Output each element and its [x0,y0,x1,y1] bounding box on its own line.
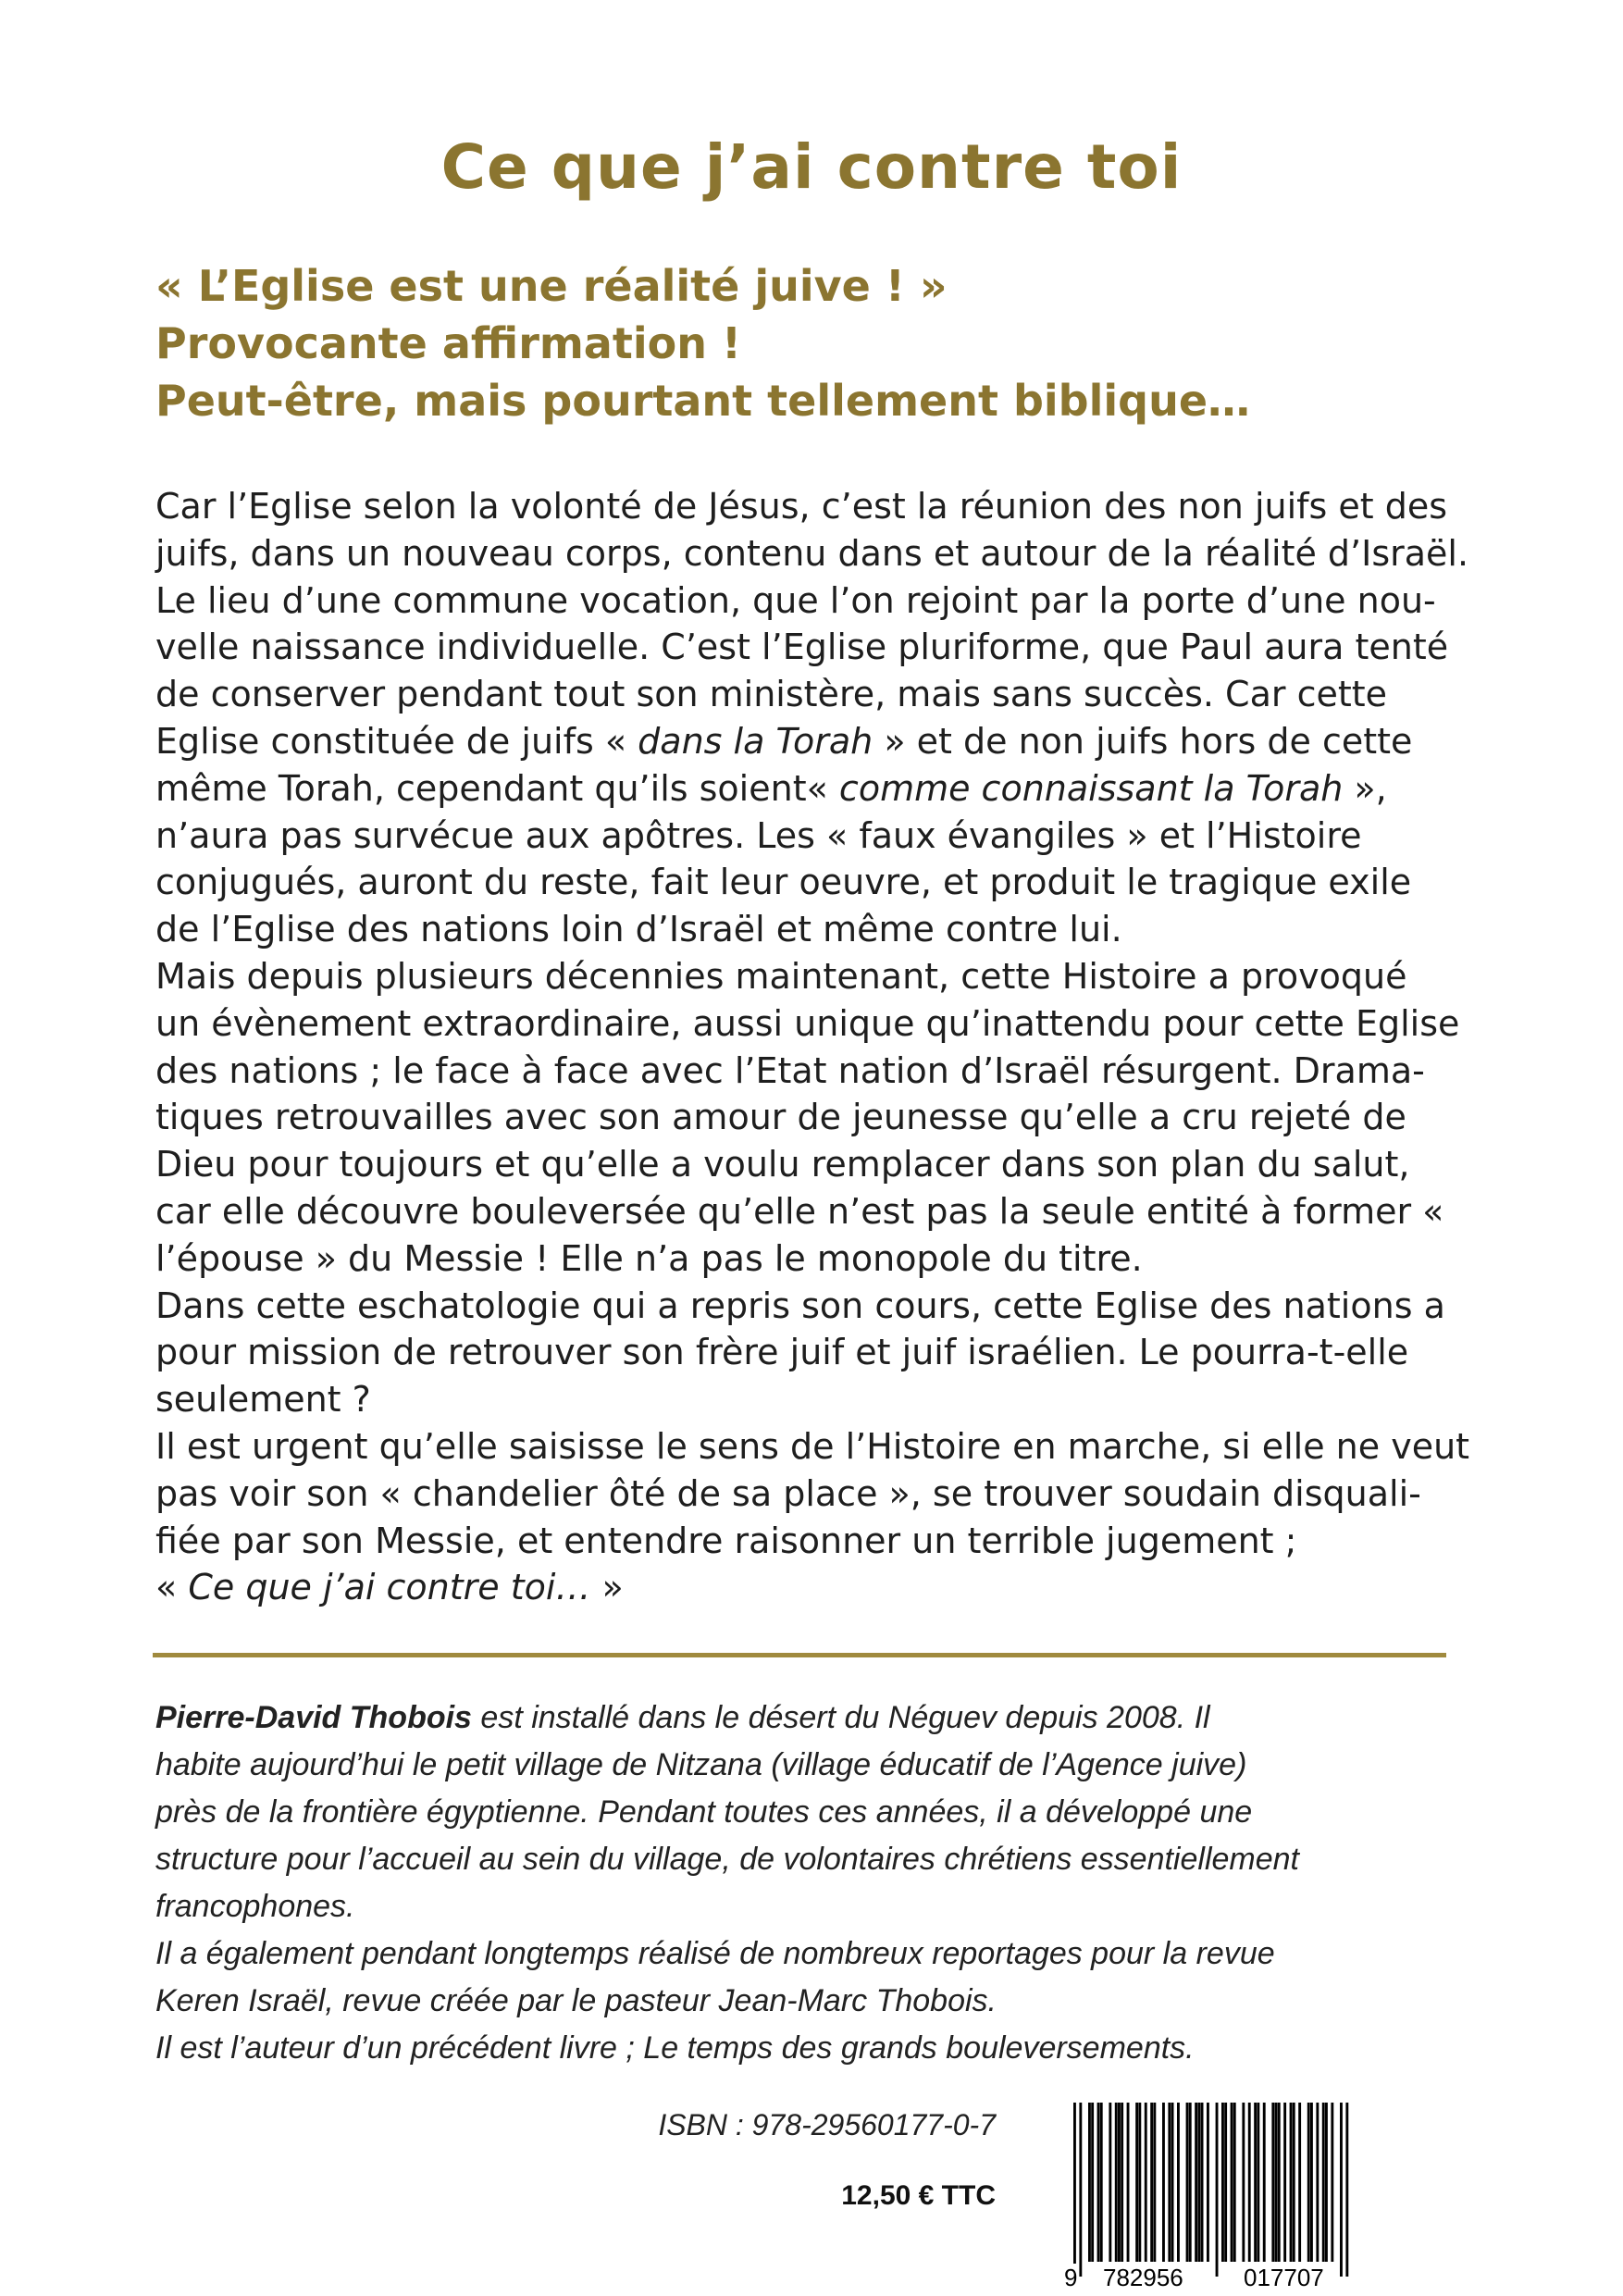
bio-line: près de la frontière égyptienne. Pendant toutes ces années, il a développé une [155,1794,1253,1830]
bio-line: structure pour l’accueil au sein du village, de volontaires chrétiens essentiellement [155,1842,1300,1877]
barcode [1064,2103,1360,2278]
blurb-line: Dans cette eschatologie qui a repris son cours, cette Eglise des nations a [155,1285,1445,1326]
blurb-line: l’épouse » du Messie ! Elle n’a pas le monopole du titre. [155,1237,1143,1279]
author-name: Pierre-David Thobois [155,1700,472,1735]
barcode-bar [1275,2103,1278,2262]
barcode-bar [1207,2103,1209,2262]
barcode-bar [1118,2103,1121,2262]
barcode-bar [1298,2103,1301,2262]
blurb-line: juifs, dans un nouveau corps, contenu dans et autour de la réalité d’Israël. [155,532,1469,574]
barcode-bar [1345,2103,1348,2277]
barcode-bar [1310,2103,1313,2262]
blurb-line: pas voir son « chandelier ôté de sa place », se trouver soudain disquali- [155,1472,1421,1514]
barcode-bar [1216,2103,1219,2277]
barcode-bar [1283,2103,1286,2262]
blurb-line: des nations ; le face à face avec l’Etat nation d’Israël résurgent. Drama- [155,1049,1425,1091]
barcode-bar [1257,2103,1259,2262]
barcode-digit-first: 9 [1064,2264,1078,2291]
barcode-bar [1201,2103,1204,2262]
barcode-digits-left: 782956 [1103,2264,1183,2291]
barcode-bar [1340,2103,1343,2277]
barcode-bar [1224,2103,1227,2262]
barcode-bar [1325,2103,1328,2262]
blurb-line: velle naissance individuelle. C’est l’Eglise pluriforme, que Paul aura tenté [155,627,1449,668]
barcode-bar [1171,2103,1174,2262]
barcode-bar [1233,2103,1236,2262]
blurb-line: « Ce que j’ai contre toi… » [155,1567,624,1608]
tagline-line: « L’Eglise est une réalité juive ! » [155,261,948,311]
blurb-line: n’aura pas survécue aux apôtres. Les « faux évangiles » et l’Histoire [155,814,1362,856]
barcode-bar [1195,2103,1197,2262]
barcode-bar [1088,2103,1091,2262]
barcode-bar [1168,2103,1171,2262]
blurb-line: Eglise constituée de juifs « dans la Torah » et de non juifs hors de cette [155,720,1413,762]
barcode-bar [1248,2103,1251,2262]
barcode-bar [1127,2103,1130,2262]
barcode-bar [1316,2103,1319,2262]
barcode-bar [1263,2103,1266,2262]
barcode-bar [1115,2103,1118,2262]
barcode-bar [1322,2103,1325,2262]
barcode-bar [1138,2103,1141,2262]
blurb-line: de l’Eglise des nations loin d’Israël et même contre lui. [155,909,1122,950]
bio-line: Keren Israël, revue créée par le pasteur Jean-Marc Thobois. [155,1983,997,2018]
bio-line: habite aujourd’hui le petit village de Nitzana (village éducatif de l’Agence juive) [155,1747,1247,1782]
bio-line: Il a également pendant longtemps réalisé de nombreux reportages pour la revue [155,1936,1275,1971]
barcode-bar [1221,2103,1224,2262]
barcode-bar [1135,2103,1138,2262]
price: 12,50 € TTC [841,2180,996,2211]
section-divider [153,1653,1446,1657]
barcode-bar [1331,2103,1333,2262]
author-bio [155,1694,1469,2072]
barcode-bar [1079,2103,1082,2277]
blurb-line: Car l’Eglise selon la volonté de Jésus, c’est la réunion des non juifs et des [155,486,1448,527]
bio-line: francophones. [155,1889,355,1924]
blurb-line: conjugués, auront du reste, fait leur oeuvre, et produit le tragique exile [155,862,1412,903]
barcode-digits [1064,2264,1360,2290]
barcode-bar [1150,2103,1153,2262]
barcode-bar [1197,2103,1200,2262]
blurb-line: fiée par son Messie, et entendre raisonner un terrible jugement ; [155,1520,1297,1561]
barcode-bar [1293,2103,1295,2262]
blurb-line: pour mission de retrouver son frère juif et juif israélien. Le pourra-t-elle [155,1332,1409,1373]
barcode-bar [1073,2103,1076,2277]
barcode-bar [1100,2103,1103,2262]
bio-text: est installé dans le désert du Néguev depuis 2008. Il [471,1700,1210,1735]
blurb-line: Il est urgent qu’elle saisisse le sens de l’Histoire en marche, si elle ne veut [155,1425,1470,1467]
bio-line: Il est l’auteur d’un précédent livre ; Le temps des grands bouleversements. [155,2030,1195,2066]
barcode-bars [1064,2103,1360,2278]
barcode-bar [1153,2103,1156,2262]
tagline [155,257,1497,429]
barcode-bar [1186,2103,1189,2262]
tagline-line: Provocante affirmation ! [155,318,741,368]
barcode-bar [1145,2103,1147,2262]
barcode-bar [1307,2103,1310,2262]
blurb-line: Le lieu d’une commune vocation, que l’on rejoint par la porte d’une nou- [155,579,1436,621]
blurb-line: un évènement extraordinaire, aussi unique qu’inattendu pour cette Eglise [155,1002,1460,1044]
barcode-bar [1177,2103,1180,2262]
barcode-bar [1109,2103,1111,2262]
barcode-bar [1271,2103,1274,2262]
bio-line [155,1694,1469,1742]
blurb-line: Dieu pour toujours et qu’elle a voulu remplacer dans son plan du salut, [155,1144,1410,1185]
barcode-bar [1162,2103,1165,2262]
barcode-bar [1121,2103,1123,2262]
isbn: ISBN : 978-29560177-0-7 [658,2108,996,2141]
blurb-line: de conserver pendant tout son ministère, mais sans succès. Car cette [155,674,1388,715]
barcode-bar [1097,2103,1100,2262]
barcode-bar [1290,2103,1293,2262]
barcode-bar [1231,2103,1233,2262]
tagline-line: Peut-être, mais pourtant tellement biblique… [155,376,1251,426]
barcode-digits-right: 017707 [1244,2264,1324,2291]
blurb-line: car elle découvre bouleversée qu’elle n’est pas la seule entité à former « [155,1190,1444,1232]
barcode-bar [1254,2103,1257,2262]
blurb-line: même Torah, cependant qu’ils soient« comme connaissant la Torah », [155,767,1387,809]
barcode-bar [1189,2103,1192,2262]
barcode-bar [1242,2103,1245,2262]
barcode-bar [1091,2103,1094,2262]
book-title: Ce que j’ai contre toi [440,131,1183,203]
blurb-line: seulement ? [155,1379,371,1421]
blurb-line: tiques retrouvailles avec son amour de jeunesse qu’elle a cru rejeté de [155,1097,1406,1138]
blurb-line: Mais depuis plusieurs décennies maintenant, cette Histoire a provoqué [155,955,1407,997]
barcode-bar [1278,2103,1281,2262]
back-cover-blurb [155,483,1469,1611]
